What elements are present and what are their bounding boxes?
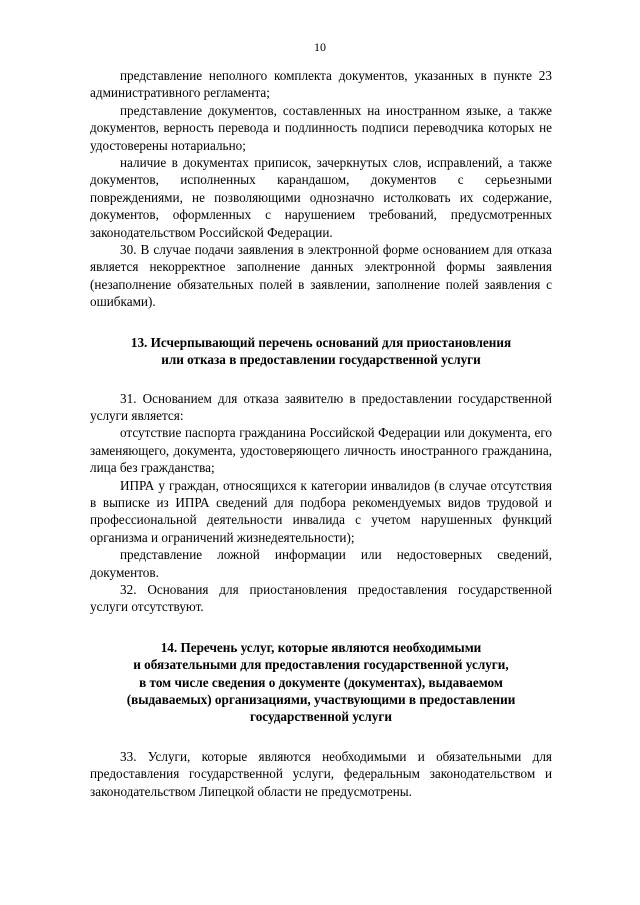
section-heading-14 [90,639,552,726]
paragraph-30: 30. В случае подачи заявления в электронной форме основанием для отказа является некорректное заполнение данных электронной формы заявления (незаполнение обязательных полей в заявлении, заполнение полей заявления с ошибками). [90,242,552,310]
page-number: 10 [314,40,326,54]
paragraph-ipra: ИПРА у граждан, относящихся к категории инвалидов (в случае отсутствия в выписке из ИПРА сведений для подбора рекомендуемых видов трудовой и профессиональной деятельности инвалида с учетом нарушенных функций организма и ограничений жизнедеятельности); [90,477,552,545]
section-heading-14-line2: и обязательными для предоставления государственной услуги, [133,657,509,673]
section-heading-14-line1: 14. Перечень услуг, которые являются необходимыми [160,639,482,655]
paragraph-document-defects: наличие в документах приписок, зачеркнутых слов, исправлений, а также документов, исполненных карандашом, документов с серьезными повреждениями, не позволяющими однозначно истолковать их содержание, документов, оформленных с нарушением требований, предусмотренных законодательством Российской Федерации. [90,155,552,240]
paragraph-false-information: представление ложной информации или недостоверных сведений, документов. [90,547,552,580]
paragraph-32: 32. Основания для приостановления предоставления государственной услуги отсутствуют. [90,581,552,615]
paragraph-no-passport: отсутствие паспорта гражданина Российской Федерации или документа, его заменяющего, документа, удостоверяющего личность иностранного гражданина, лица без гражданства; [90,425,552,476]
section-heading-14-line4: (выдаваемых) организациями, участвующими в предоставлении [126,692,516,707]
section-heading-13-line1: 13. Исчерпывающий перечень оснований для приостановления [130,334,512,350]
paragraph-31: 31. Основанием для отказа заявителю в предоставлении государственной услуги является: [90,390,552,423]
section-heading-14-line3: в том числе сведения о документе (документах), выдаваемом [139,674,503,690]
paragraph-33: 33. Услуги, которые являются необходимыми и обязательными для предоставления государственной услуги, федеральным законодательством и законодательством Липецкой области не предусмотрены. [90,748,552,799]
document-body [90,67,552,800]
paragraph-foreign-documents: представление документов, составленных на иностранном языке, а также документов, верность перевода и подлинность подписи переводчика которых не удостоверены нотариально; [90,102,552,153]
paragraph-incomplete-documents: представление неполного комплекта документов, указанных в пункте 23 административного регламента; [90,68,552,101]
section-heading-13 [90,334,552,369]
section-heading-13-line2: или отказа в предоставлении государственной услуги [161,352,481,368]
section-heading-14-line5: государственной услуги [250,709,392,725]
